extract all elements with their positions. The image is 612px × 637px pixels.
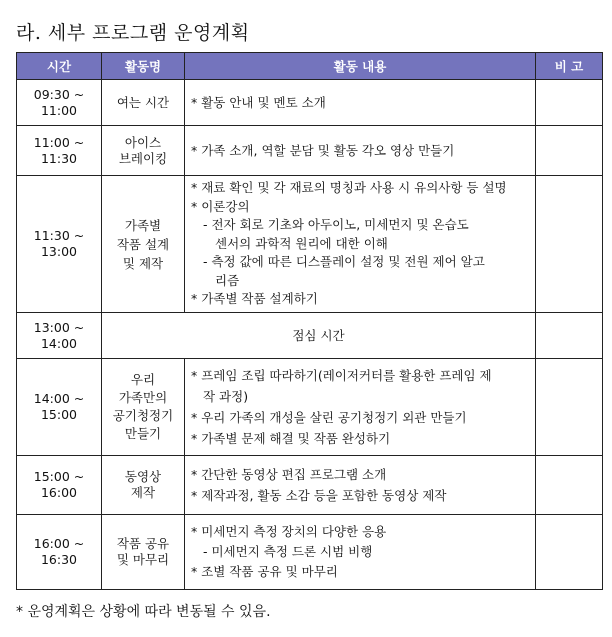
activity-name: 우리 [130, 372, 156, 387]
activity-name: 작품 공유 [116, 536, 170, 551]
content-line: * 활동 안내 및 멘토 소개 [191, 94, 326, 110]
time-cell [17, 176, 102, 313]
activity-name: 가족별 [124, 217, 162, 233]
content-line: * 미세먼지 측정 장치의 다양한 응용 [191, 524, 387, 539]
time-cell [17, 456, 102, 515]
table-row [17, 515, 603, 590]
activity-name-cell [102, 515, 185, 590]
lunch-cell [102, 313, 536, 359]
activity-content-cell [185, 80, 536, 126]
time-end: 11:30 [40, 150, 78, 166]
footnote: * 운영계획은 상황에 따라 변동될 수 있음. [16, 604, 271, 620]
time-start: 16:00 ~ [33, 536, 85, 551]
activity-content-cell [185, 126, 536, 176]
content-line: * 재료 확인 및 각 재료의 명칭과 사용 시 유의사항 등 설명 [191, 180, 507, 196]
activity-name: 제작 [130, 485, 156, 500]
time-end: 13:00 [40, 244, 78, 259]
header-activity-content: 활동 내용 [185, 53, 536, 80]
content-line: * 프레임 조립 따라하기(레이저커터를 활용한 프레임 제 [191, 368, 492, 383]
header-note: 비 고 [536, 53, 603, 80]
time-start: 11:30 ~ [33, 228, 85, 243]
activity-name-cell [102, 456, 185, 515]
time-end: 15:00 [40, 407, 78, 422]
header-time: 시간 [17, 53, 102, 80]
activity-name: 여는 시간 [116, 94, 170, 110]
note-cell [536, 176, 603, 313]
section-title: 라. 세부 프로그램 운영계획 [16, 22, 250, 44]
time-end: 16:30 [40, 552, 78, 567]
activity-content-cell [185, 359, 536, 456]
activity-name: 작품 설계 [116, 236, 170, 252]
activity-name: 브레이킹 [118, 150, 168, 166]
activity-content-cell [185, 456, 536, 515]
table-row [17, 313, 603, 359]
table-row [17, 126, 603, 176]
activity-content-cell [185, 515, 536, 590]
content-subline: 리즘 [215, 272, 240, 288]
header-activity-name: 활동명 [102, 53, 185, 80]
content-subline: 센서의 과학적 원리에 대한 이해 [215, 235, 388, 251]
content-line: * 제작과정, 활동 소감 등을 포함한 동영상 제작 [191, 488, 447, 503]
time-start: 13:00 ~ [33, 319, 85, 335]
program-schedule-table [16, 52, 603, 590]
activity-name-cell [102, 126, 185, 176]
content-subline: - 측정 값에 따른 디스플레이 설정 및 전원 제어 알고 [203, 254, 485, 270]
table-row [17, 359, 603, 456]
activity-name: 및 마무리 [116, 552, 170, 567]
activity-name: 아이스 [124, 134, 162, 150]
activity-name: 만들기 [124, 426, 162, 441]
time-end: 11:00 [40, 102, 78, 118]
content-line: * 우리 가족의 개성을 살린 공기청정기 외관 만들기 [191, 410, 467, 425]
note-cell [536, 359, 603, 456]
content-line: * 간단한 동영상 편집 프로그램 소개 [191, 467, 387, 482]
content-line: * 가족 소개, 역할 분담 및 활동 각오 영상 만들기 [191, 142, 455, 158]
activity-name: 점심 시간 [292, 327, 345, 343]
activity-content-cell [185, 176, 536, 313]
activity-name-cell [102, 80, 185, 126]
time-cell [17, 80, 102, 126]
time-end: 14:00 [40, 335, 78, 351]
activity-name: 동영상 [124, 469, 162, 484]
table-row [17, 456, 603, 515]
note-cell [536, 126, 603, 176]
time-start: 09:30 ~ [33, 86, 85, 102]
time-cell [17, 359, 102, 456]
time-cell [17, 515, 102, 590]
time-cell [17, 313, 102, 359]
activity-name: 가족만의 [118, 390, 168, 405]
content-line: * 조별 작품 공유 및 마무리 [191, 564, 338, 579]
table-row [17, 80, 603, 126]
activity-name: 및 제작 [122, 255, 164, 271]
time-start: 15:00 ~ [33, 469, 85, 484]
time-start: 11:00 ~ [33, 134, 85, 150]
time-cell [17, 126, 102, 176]
content-subline: 작 과정) [203, 389, 249, 404]
note-cell [536, 456, 603, 515]
note-cell [536, 80, 603, 126]
activity-name: 공기청정기 [112, 408, 174, 423]
time-start: 14:00 ~ [33, 391, 85, 406]
activity-name-cell [102, 176, 185, 313]
note-cell [536, 313, 603, 359]
note-cell [536, 515, 603, 590]
content-subline: - 미세먼지 측정 드론 시범 비행 [203, 544, 373, 559]
table-header-row [17, 53, 603, 80]
content-line: * 가족별 작품 설계하기 [191, 291, 318, 307]
table-row [17, 176, 603, 313]
activity-name-cell [102, 359, 185, 456]
content-subline: - 전자 회로 기초와 아두이노, 미세먼지 및 온습도 [203, 217, 469, 233]
time-end: 16:00 [40, 485, 78, 500]
content-line: * 이론강의 [191, 198, 250, 214]
content-line: * 가족별 문제 해결 및 작품 완성하기 [191, 431, 391, 446]
